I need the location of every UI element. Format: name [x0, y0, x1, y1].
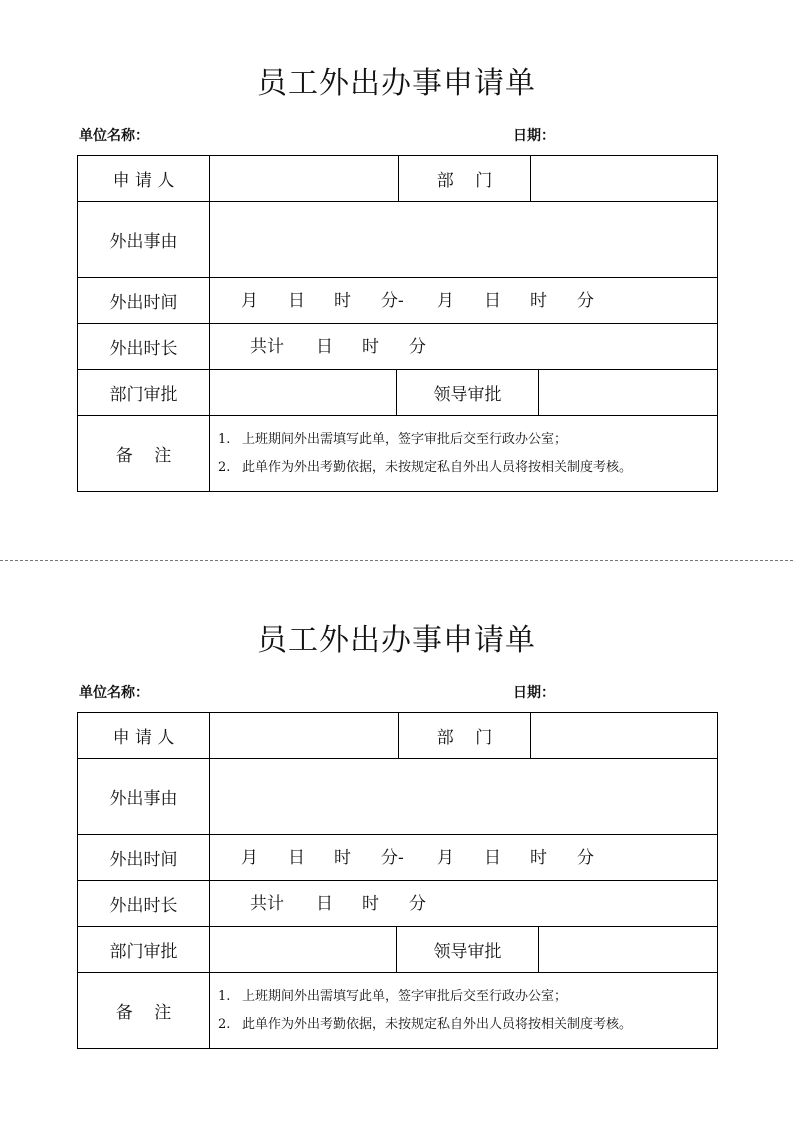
time-field[interactable] [209, 834, 718, 881]
note-item [218, 426, 567, 454]
time-month-2: 月 [437, 291, 454, 311]
duration-field[interactable] [209, 880, 718, 927]
reason-field[interactable] [209, 201, 718, 278]
duration-minute: 分 [409, 894, 426, 914]
duration-label-text: 外出时长 [109, 339, 178, 359]
leader-approval-label-text: 领导审批 [433, 942, 502, 962]
form-title: 员工外出办事申请单 [257, 66, 536, 101]
time-minute-2: 分 [577, 848, 594, 868]
note-item [218, 983, 567, 1011]
duration-label [77, 323, 210, 370]
time-label [77, 834, 210, 881]
time-month-2: 月 [437, 848, 454, 868]
note-text: 此单作为外出考勤依据，未按规定私自外出人员将按相关制度考核。 [242, 1016, 633, 1032]
leader-approval-label-text: 领导审批 [433, 385, 502, 405]
time-field[interactable] [209, 277, 718, 324]
time-hour-2: 时 [530, 291, 547, 311]
reason-label [77, 201, 210, 278]
applicant-label-text: 申 请 人 [112, 171, 175, 191]
duration-hour: 时 [362, 894, 379, 914]
remarks-content [209, 415, 718, 492]
reason-label-text: 外出事由 [109, 232, 178, 252]
department-label-text: 部 门 [436, 728, 493, 748]
department-field[interactable] [530, 155, 718, 202]
note-number: 2. [218, 459, 231, 475]
applicant-field[interactable] [209, 712, 399, 759]
note-item [218, 454, 632, 482]
dept-approval-label-text: 部门审批 [109, 942, 178, 962]
time-day-1: 日 [288, 291, 305, 311]
date-label: 日期： [513, 685, 555, 701]
note-number: 1. [218, 988, 231, 1004]
dept-approval-label-text: 部门审批 [109, 385, 178, 405]
duration-total: 共计 [250, 894, 284, 914]
department-field[interactable] [530, 712, 718, 759]
note-number: 2. [218, 1016, 231, 1032]
time-minute-1: 分- [381, 848, 404, 868]
dept-approval-label [77, 926, 210, 973]
form-table [77, 155, 718, 492]
time-label-text: 外出时间 [109, 850, 178, 870]
leader-approval-field[interactable] [538, 369, 718, 416]
time-hour-2: 时 [530, 848, 547, 868]
time-minute-2: 分 [577, 291, 594, 311]
duration-total: 共计 [250, 337, 284, 357]
note-text: 上班期间外出需填写此单，签字审批后交至行政办公室； [242, 988, 568, 1004]
unit-name-label: 单位名称： [79, 128, 149, 144]
leader-approval-field[interactable] [538, 926, 718, 973]
reason-field[interactable] [209, 758, 718, 835]
note-text: 此单作为外出考勤依据，未按规定私自外出人员将按相关制度考核。 [242, 459, 633, 475]
duration-label [77, 880, 210, 927]
time-month-1: 月 [241, 291, 258, 311]
remarks-label-text: 备 注 [115, 1003, 172, 1023]
remarks-label-text: 备 注 [115, 446, 172, 466]
duration-minute: 分 [409, 337, 426, 357]
duration-day: 日 [316, 894, 333, 914]
note-item [218, 1011, 632, 1039]
applicant-field[interactable] [209, 155, 399, 202]
duration-day: 日 [316, 337, 333, 357]
remarks-label [77, 972, 210, 1049]
time-label-text: 外出时间 [109, 293, 178, 313]
leader-approval-label [396, 369, 539, 416]
time-minute-1: 分- [381, 291, 404, 311]
department-label [398, 712, 531, 759]
form-title: 员工外出办事申请单 [257, 623, 536, 658]
applicant-label-text: 申 请 人 [112, 728, 175, 748]
reason-label-text: 外出事由 [109, 789, 178, 809]
note-text: 上班期间外出需填写此单，签字审批后交至行政办公室； [242, 431, 568, 447]
unit-name-label: 单位名称： [79, 685, 149, 701]
applicant-label [77, 155, 210, 202]
note-number: 1. [218, 431, 231, 447]
cut-line-divider [0, 560, 793, 561]
reason-label [77, 758, 210, 835]
department-label [398, 155, 531, 202]
time-month-1: 月 [241, 848, 258, 868]
department-label-text: 部 门 [436, 171, 493, 191]
remarks-content [209, 972, 718, 1049]
remarks-label [77, 415, 210, 492]
applicant-label [77, 712, 210, 759]
time-hour-1: 时 [334, 848, 351, 868]
leader-approval-label [396, 926, 539, 973]
duration-label-text: 外出时长 [109, 896, 178, 916]
time-day-2: 日 [484, 848, 501, 868]
time-day-1: 日 [288, 848, 305, 868]
time-hour-1: 时 [334, 291, 351, 311]
time-day-2: 日 [484, 291, 501, 311]
dept-approval-label [77, 369, 210, 416]
dept-approval-field[interactable] [209, 369, 397, 416]
duration-field[interactable] [209, 323, 718, 370]
duration-hour: 时 [362, 337, 379, 357]
form-table [77, 712, 718, 1049]
dept-approval-field[interactable] [209, 926, 397, 973]
time-label [77, 277, 210, 324]
date-label: 日期： [513, 128, 555, 144]
